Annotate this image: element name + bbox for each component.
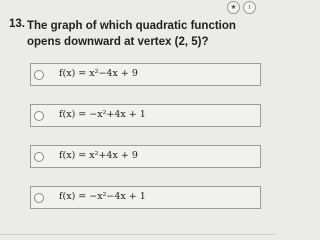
choice-c[interactable] [30,145,261,168]
radio-button[interactable] [34,193,44,203]
choice-d[interactable] [30,186,261,209]
choice-b[interactable] [30,104,261,127]
choice-a-formula: f(x) = x²−4x + 9 [59,68,138,79]
top-icons [227,1,256,14]
choice-b-formula: f(x) = −x²+4x + 1 [59,109,146,120]
choice-a[interactable] [30,63,261,86]
radio-button[interactable] [34,111,44,121]
choice-c-formula: f(x) = x²+4x + 9 [59,150,138,161]
info-icon[interactable]: i [243,1,256,14]
question-text: The graph of which quadratic function opens downward at vertex (2, 5)? [27,20,236,48]
divider [0,234,276,235]
radio-button[interactable] [34,70,44,80]
question-number: 13. [9,18,25,30]
radio-button[interactable] [34,152,44,162]
choice-d-formula: f(x) = −x²−4x + 1 [59,191,146,202]
star-icon[interactable]: ★ [227,1,240,14]
